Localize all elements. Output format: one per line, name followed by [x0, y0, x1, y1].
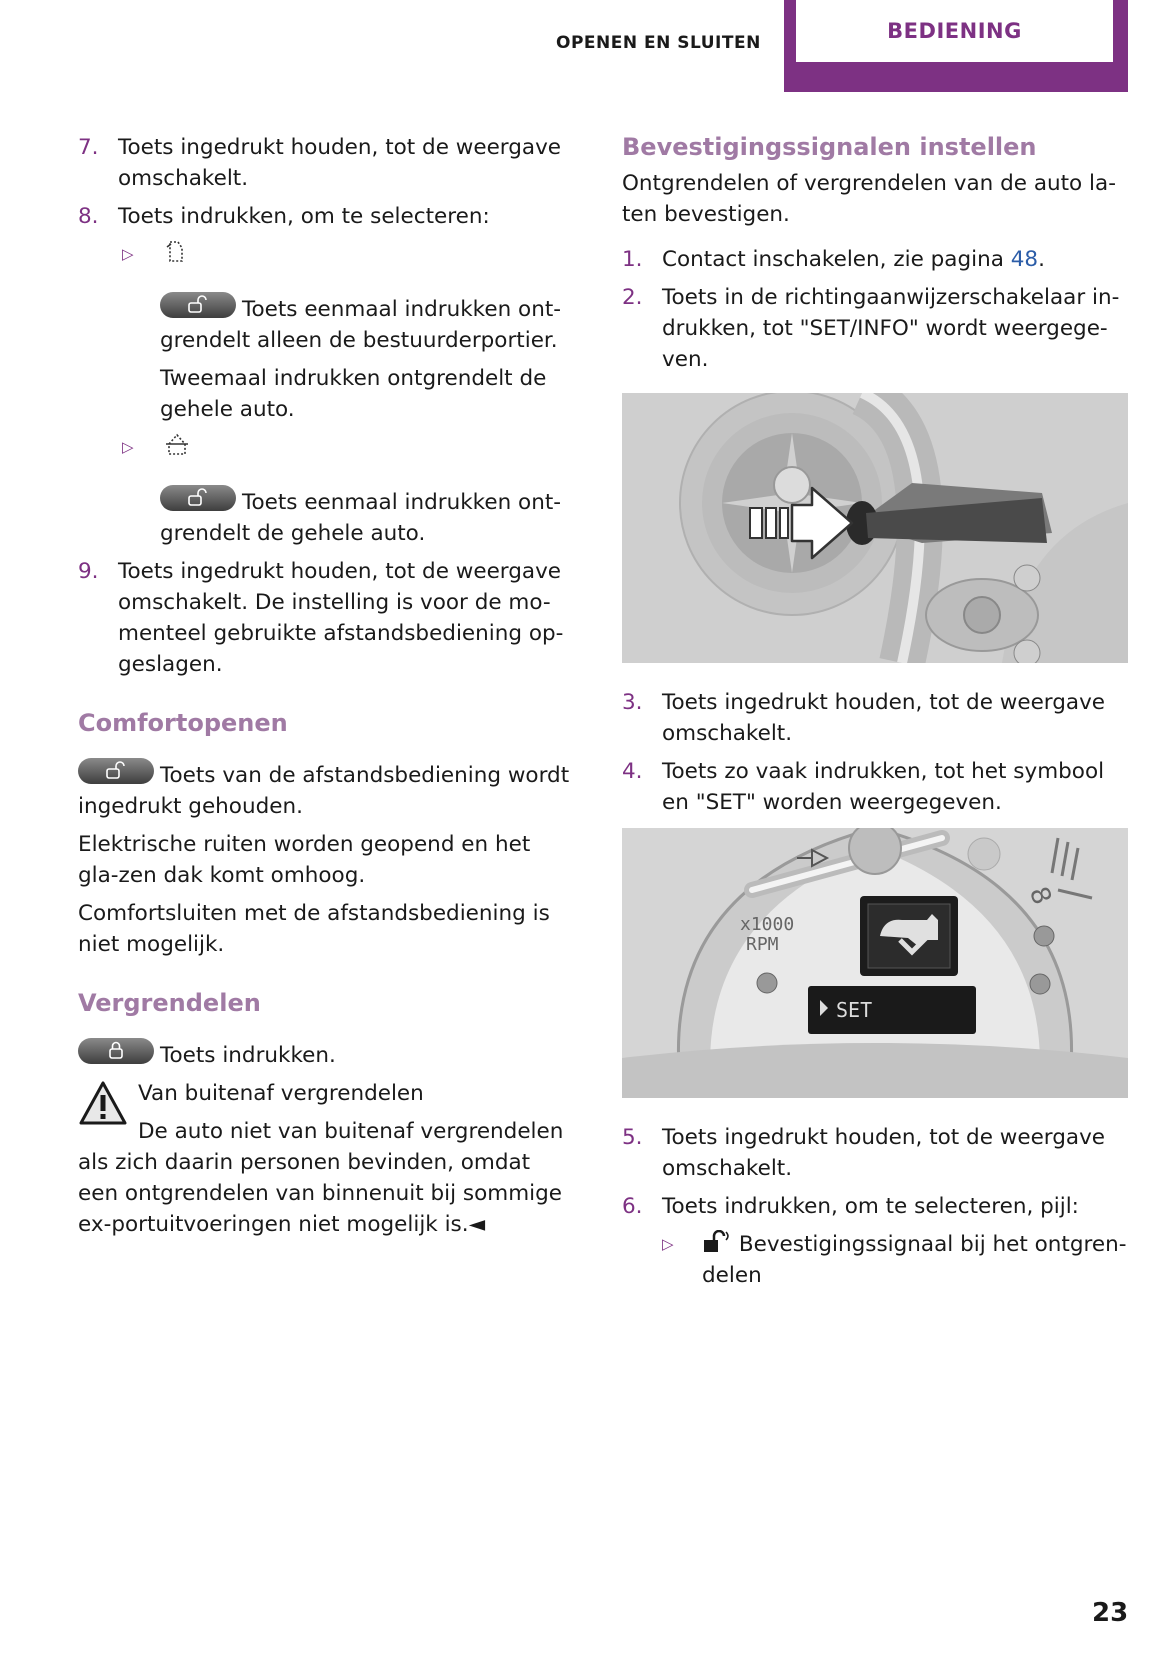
turn-signal-lever-illustration	[622, 393, 1128, 663]
step-7	[78, 132, 574, 194]
instrument-cluster-illustration	[622, 828, 1128, 1098]
comfort-text-2: Elektrische ruiten worden geopend en het gla-zen dak komt omhoog.	[78, 832, 531, 888]
step-text: Toets indrukken, om te selecteren, pijl:	[662, 1194, 1079, 1219]
comfort-text-1: Toets van de afstandsbediening wordt ingedrukt gehouden.	[78, 763, 570, 819]
step-text: Toets in de richtingaanwijzerschakelaar in-drukken, tot "SET/INFO" wordt weergege-ven.	[662, 285, 1120, 372]
step-number: 7.	[78, 135, 99, 160]
unlock-signal-icon	[702, 1230, 732, 1254]
step-number: 9.	[78, 559, 99, 584]
bullet-triangle-icon: ▷	[122, 438, 134, 456]
warning-icon	[78, 1080, 128, 1126]
step-8	[78, 201, 574, 232]
step-number: 4.	[622, 759, 643, 784]
option1-text-2: Tweemaal indrukken ontgrendelt de gehele auto.	[160, 366, 547, 422]
all-doors-icon	[164, 432, 190, 458]
lock-text: Toets indrukken.	[160, 1043, 336, 1068]
option1-text: Toets eenmaal indrukken ont-grendelt alleen de bestuurderportier.	[160, 297, 562, 353]
left-column	[78, 132, 574, 1240]
chapter-title: BEDIENING	[796, 0, 1113, 62]
bullet-triangle-icon: ▷	[122, 245, 134, 263]
unlock-key-icon	[160, 485, 236, 511]
step-text: Contact inschakelen, zie pagina	[662, 247, 1011, 272]
heading-lock: Vergrendelen	[78, 989, 261, 1017]
right-column	[622, 132, 1128, 1298]
bullet-triangle-icon: ▷	[662, 1235, 674, 1253]
comfort-text-3: Comfortsluiten met de afstandsbediening is niet mogelijk.	[78, 901, 550, 957]
option-text: Bevestigingssignaal bij het ontgren-delen	[702, 1232, 1127, 1288]
option2-text: Toets eenmaal indrukken ont-grendelt de gehele auto.	[160, 490, 562, 546]
page-number: 23	[1092, 1598, 1129, 1628]
warning-text: De auto niet van buitenaf vergrendelen als zich daarin personen bevinden, omdat een ontgrendelen van binnenuit bij sommige ex-portuitvoeringen niet mogelijk is.◄	[78, 1119, 564, 1237]
option-confirm-unlock	[622, 1229, 1128, 1291]
step-number: 6.	[622, 1194, 643, 1219]
step-text: Toets indrukken, om te selecteren:	[118, 204, 490, 229]
step-3	[622, 687, 1128, 749]
heading-comfort: Comfortopenen	[78, 709, 288, 737]
step-2	[622, 282, 1128, 375]
rpm-label-1: x1000	[740, 914, 795, 935]
scale-digit: 8	[1022, 882, 1057, 909]
step-6	[622, 1191, 1128, 1222]
step-text: Toets ingedrukt houden, tot de weergave omschakelt.	[118, 135, 562, 191]
warning-title: Van buitenaf vergrendelen	[138, 1081, 424, 1106]
step-number: 2.	[622, 285, 643, 310]
step-text: Toets zo vaak indrukken, tot het symbool en "SET" worden weergegeven.	[662, 759, 1105, 815]
step-1: 1. Contact inschakelen, zie pagina 48.	[622, 244, 1128, 275]
intro-text: Ontgrendelen of vergrendelen van de auto la-ten bevestigen.	[622, 171, 1116, 227]
warning-block	[78, 1078, 574, 1240]
step-number: 5.	[622, 1125, 643, 1150]
step-9	[78, 556, 574, 680]
section-title: OPENEN EN SLUITEN	[556, 33, 761, 53]
unlock-key-icon	[78, 758, 154, 784]
chapter-tab	[784, 0, 1128, 92]
step-text: Toets ingedrukt houden, tot de weergave omschakelt. De instelling is voor de mo-menteel gebruikte afstandsbediening op-geslagen.	[118, 559, 564, 677]
step-text: Toets ingedrukt houden, tot de weergave omschakelt.	[662, 1125, 1106, 1181]
set-display-text: SET	[836, 998, 873, 1022]
option-driver-door	[78, 239, 574, 270]
step-5	[622, 1122, 1128, 1184]
lock-key-icon	[78, 1038, 154, 1064]
page-link[interactable]: 48	[1010, 247, 1039, 272]
step-number: 3.	[622, 690, 643, 715]
heading-confirm-signals: Bevestigingssignalen instellen	[622, 133, 1037, 161]
single-door-icon	[164, 239, 186, 265]
step-number: 1.	[622, 247, 643, 272]
rpm-label-2: RPM	[746, 934, 779, 955]
unlock-key-icon	[160, 292, 236, 318]
step-4	[622, 756, 1128, 818]
option-all-doors	[78, 432, 574, 463]
step-number: 8.	[78, 204, 99, 229]
step-text: Toets ingedrukt houden, tot de weergave omschakelt.	[662, 690, 1106, 746]
